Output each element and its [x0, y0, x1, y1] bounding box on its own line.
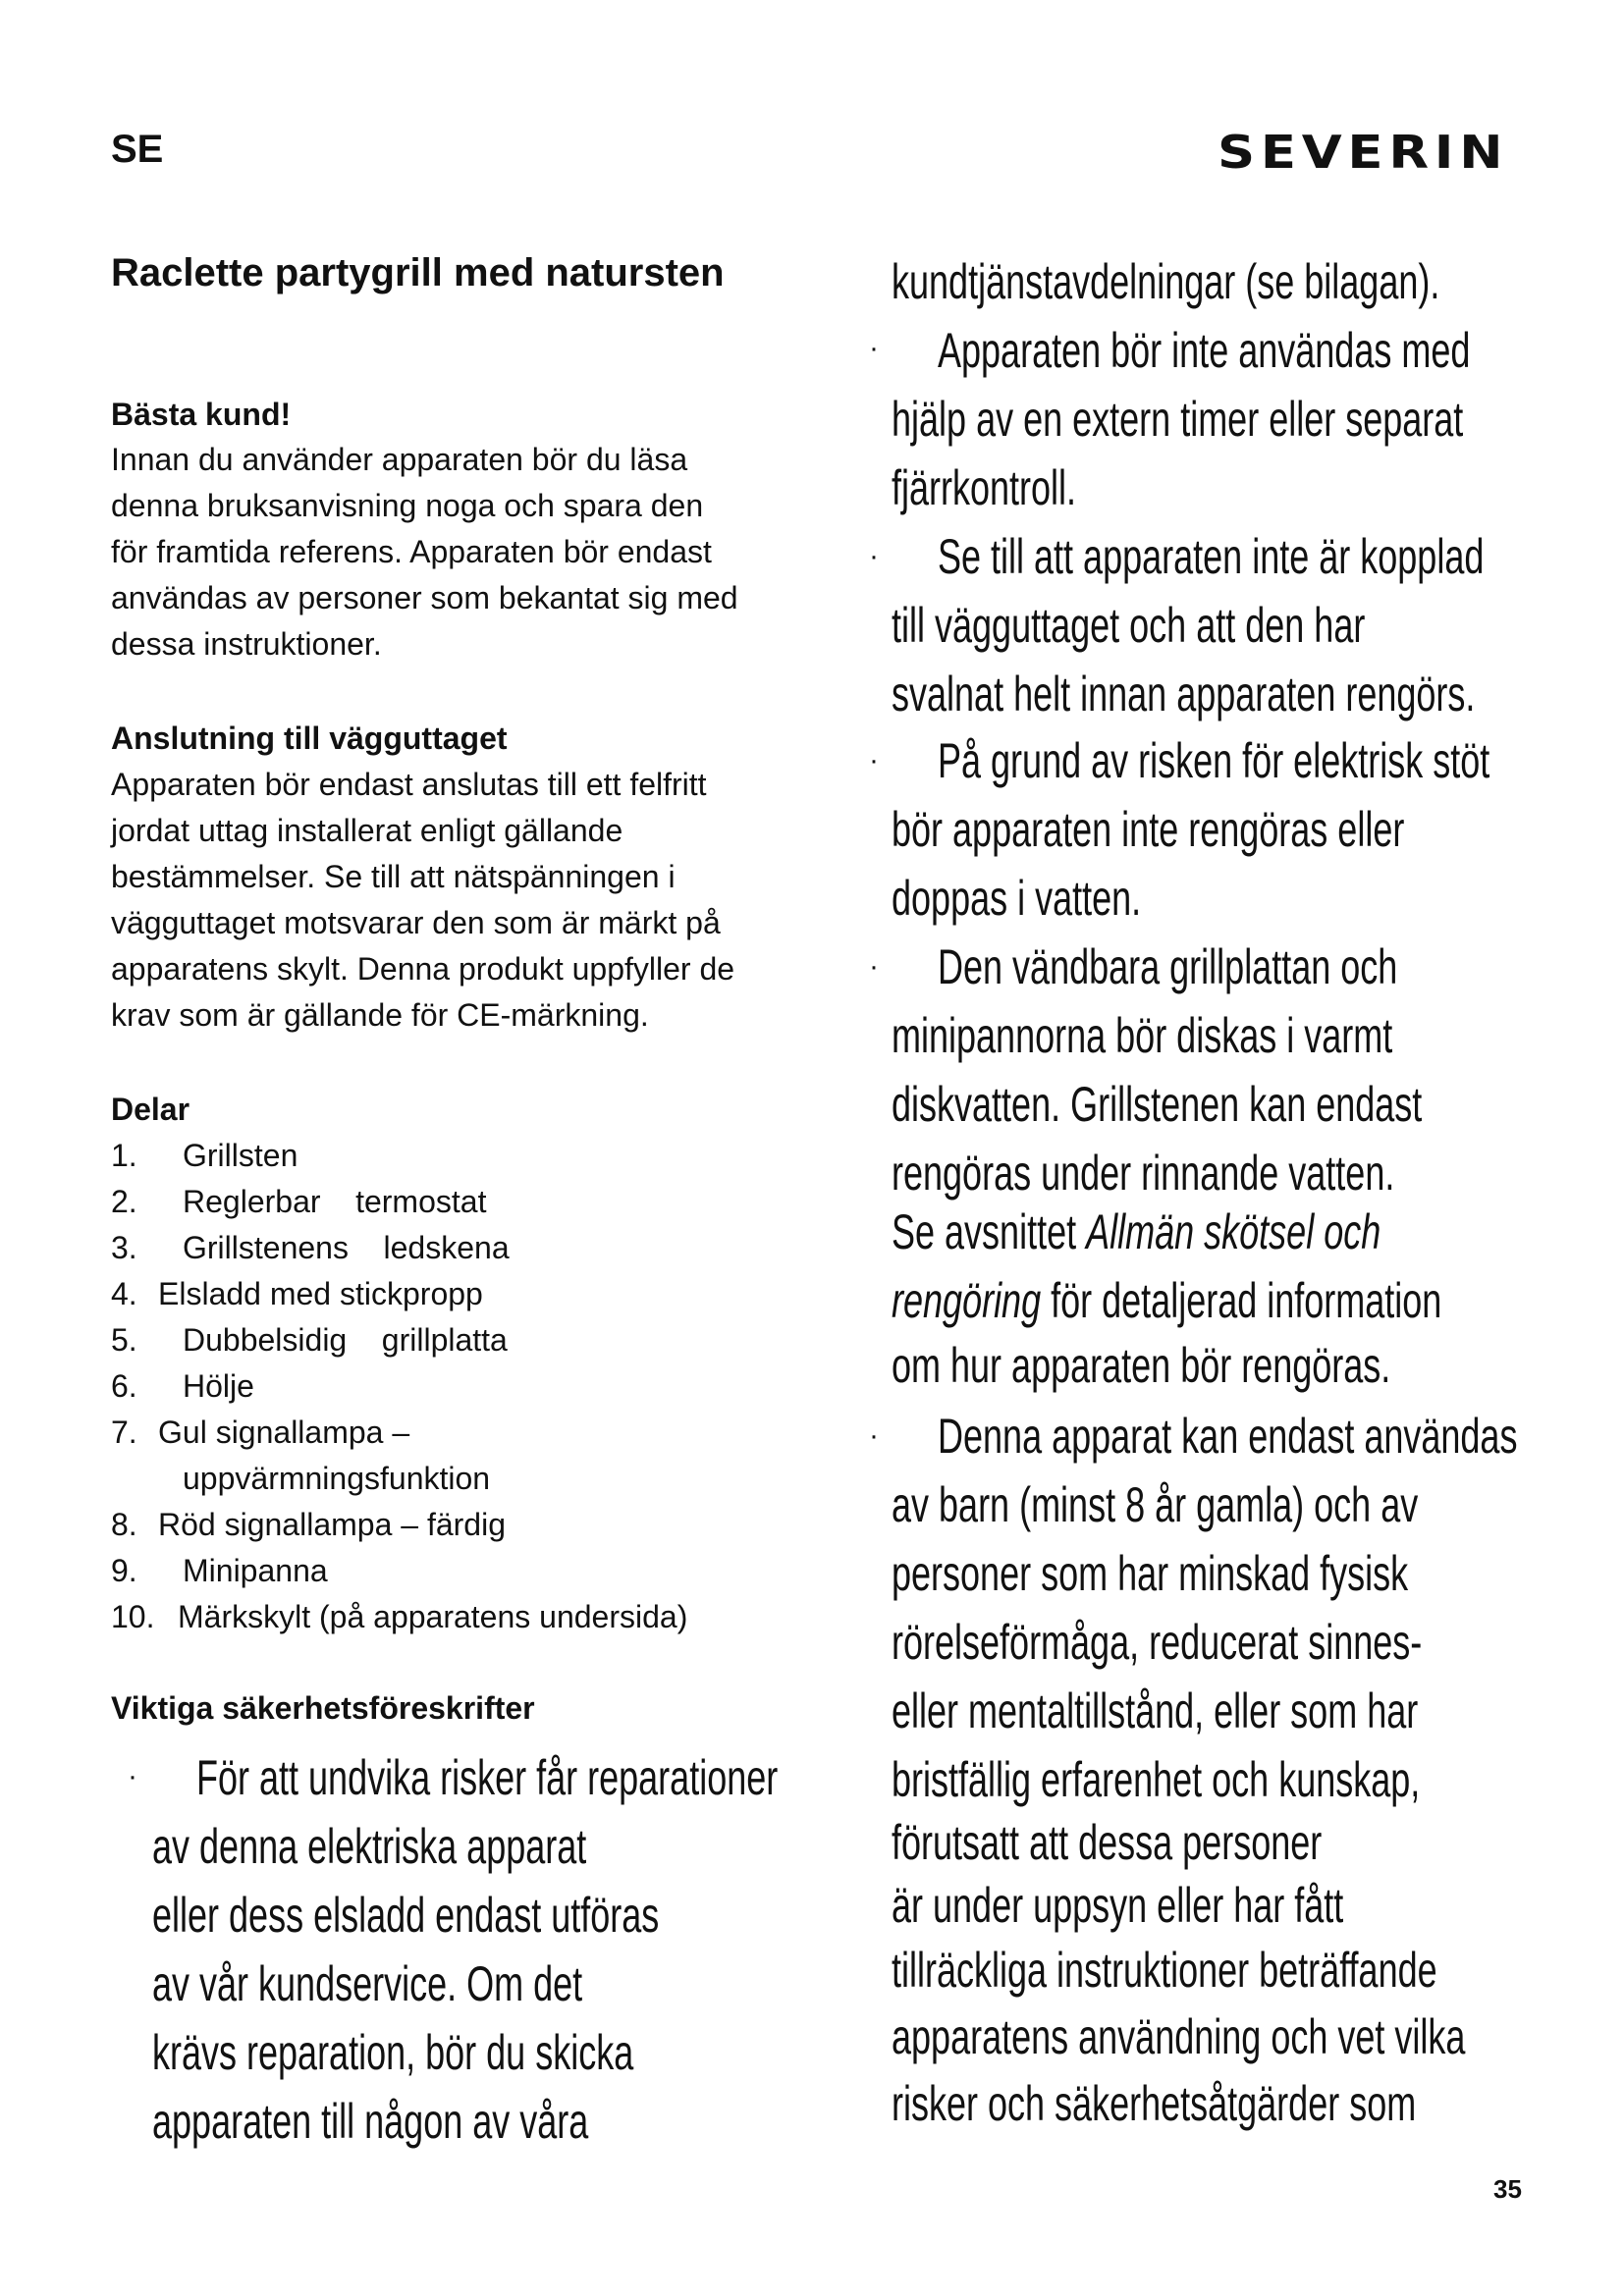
bullet-icon: · [869, 744, 879, 776]
safety-line: apparaten till någon av våra [152, 2094, 589, 2149]
connection-line: bestämmelser. Se till att nätspänningen i [111, 859, 676, 894]
list-item [111, 1502, 687, 1548]
bullet-icon: · [869, 540, 879, 572]
bullet-icon: · [128, 1760, 137, 1792]
list-number: 7. [111, 1415, 137, 1450]
ref-italic: rengöring [892, 1273, 1042, 1328]
list-number: 2. [111, 1184, 137, 1219]
safety-line: doppas i vatten. [892, 871, 1142, 926]
language-code: SE [111, 128, 164, 171]
safety-line: bristfällig erfarenhet och kunskap, [892, 1752, 1421, 1807]
intro-heading: Bästa kund! [111, 397, 292, 432]
safety-line: krävs reparation, bör du skicka [152, 2025, 634, 2080]
safety-line: rengöras under rinnande vatten. [892, 1146, 1395, 1201]
safety-line: Den vändbara grillplattan och [938, 939, 1398, 994]
parts-list [111, 1133, 687, 1640]
list-number: 10. [111, 1599, 155, 1634]
list-text: Märkskylt (på apparatens undersida) [178, 1599, 688, 1634]
safety-line: apparatens användning och vet vilka [892, 2009, 1466, 2064]
ref-italic: Allmän skötsel och [1086, 1204, 1381, 1259]
safety-line: tillräckliga instruktioner beträffande [892, 1943, 1437, 1998]
safety-line: till vägguttaget och att den har [892, 598, 1366, 653]
list-item [111, 1594, 687, 1640]
safety-line: rörelseförmåga, reducerat sinnes- [892, 1615, 1423, 1670]
intro-line: denna bruksanvisning noga och spara den [111, 488, 704, 523]
safety-line: Denna apparat kan endast användas [938, 1409, 1518, 1464]
safety-line: hjälp av en extern timer eller separat [892, 392, 1464, 447]
list-number: 9. [111, 1553, 137, 1588]
list-item [111, 1410, 687, 1456]
safety-line: kundtjänstavdelningar (se bilagan). [892, 254, 1440, 309]
list-item [111, 1179, 687, 1225]
intro-line: användas av personer som bekantat sig med [111, 580, 738, 615]
list-item [111, 1317, 687, 1363]
intro-paragraph [111, 437, 818, 667]
connection-line: Apparaten bör endast anslutas till ett felfritt [111, 767, 707, 802]
list-text: Gul signallampa – [158, 1415, 410, 1450]
list-number: 3. [111, 1230, 137, 1265]
list-text: Elsladd med stickpropp [158, 1276, 483, 1311]
safety-line: svalnat helt innan apparaten rengörs. [892, 667, 1476, 721]
list-item [111, 1456, 687, 1502]
safety-line [892, 1198, 1380, 1266]
brand-logo: SEVERIN [1218, 126, 1509, 179]
safety-line: eller mentaltillstånd, eller som har [892, 1683, 1419, 1738]
bullet-icon: · [869, 332, 879, 364]
safety-line: är under uppsyn eller har fått [892, 1878, 1344, 1933]
list-text: Grillsten [183, 1138, 298, 1173]
page-number: 35 [1493, 2174, 1522, 2204]
list-text: Grillstenens ledskena [183, 1230, 510, 1265]
list-text: Röd signallampa – färdig [158, 1507, 506, 1542]
connection-line: jordat uttag installerat enligt gällande [111, 813, 623, 848]
list-text: uppvärmningsfunktion [183, 1461, 491, 1496]
safety-line: av vår kundservice. Om det [152, 1956, 583, 2011]
safety-line: Apparaten bör inte användas med [938, 323, 1471, 378]
list-item [111, 1363, 687, 1410]
list-number: 4. [111, 1276, 137, 1311]
list-item [111, 1133, 687, 1179]
safety-line: bör apparaten inte rengöras eller [892, 802, 1405, 857]
safety-line: personer som har minskad fysisk [892, 1546, 1409, 1601]
list-text: Hölje [183, 1368, 254, 1404]
safety-line: om hur apparaten bör rengöras. [892, 1338, 1391, 1393]
connection-line: krav som är gällande för CE-märkning. [111, 997, 649, 1033]
safety-line: diskvatten. Grillstenen kan endast [892, 1077, 1423, 1132]
list-number: 5. [111, 1322, 137, 1358]
connection-heading: Anslutning till vägguttaget [111, 721, 508, 756]
safety-line: förutsatt att dessa personer [892, 1815, 1323, 1870]
list-text: Dubbelsidig grillplatta [183, 1322, 508, 1358]
list-text: Reglerbar termostat [183, 1184, 487, 1219]
bullet-icon: · [869, 950, 879, 983]
safety-line: risker och säkerhetsåtgärder som [892, 2076, 1417, 2131]
safety-line: På grund av risken för elektrisk stöt [938, 733, 1490, 788]
safety-line [892, 1266, 1441, 1335]
intro-line: Innan du använder apparaten bör du läsa [111, 442, 688, 477]
safety-line: av barn (minst 8 år gamla) och av [892, 1477, 1419, 1532]
connection-line: apparatens skylt. Denna produkt uppfyller de [111, 951, 735, 987]
list-item [111, 1548, 687, 1594]
list-text: Minipanna [183, 1553, 328, 1588]
safety-line: Se till att apparaten inte är kopplad [938, 529, 1485, 584]
safety-line: minipannorna bör diskas i varmt [892, 1008, 1393, 1063]
connection-paragraph [111, 762, 818, 1039]
safety-line: fjärrkontroll. [892, 460, 1077, 515]
parts-heading: Delar [111, 1092, 190, 1127]
safety-line: eller dess elsladd endast utföras [152, 1888, 660, 1943]
bullet-icon: · [869, 1419, 879, 1452]
intro-line: för framtida referens. Apparaten bör endast [111, 534, 712, 569]
connection-line: vägguttaget motsvarar den som är märkt på [111, 905, 721, 940]
list-item [111, 1271, 687, 1317]
safety-line: av denna elektriska apparat [152, 1819, 587, 1874]
ref-prefix: Se avsnittet [892, 1204, 1087, 1259]
ref-suffix: för detaljerad information [1041, 1273, 1442, 1328]
intro-line: dessa instruktioner. [111, 626, 382, 662]
list-number: 1. [111, 1138, 137, 1173]
page-title: Raclette partygrill med natursten [111, 251, 725, 294]
list-item [111, 1225, 687, 1271]
list-number: 8. [111, 1507, 137, 1542]
list-number: 6. [111, 1368, 137, 1404]
safety-line: För att undvika risker får reparationer [196, 1750, 779, 1805]
safety-heading: Viktiga säkerhetsföreskrifter [111, 1690, 535, 1726]
